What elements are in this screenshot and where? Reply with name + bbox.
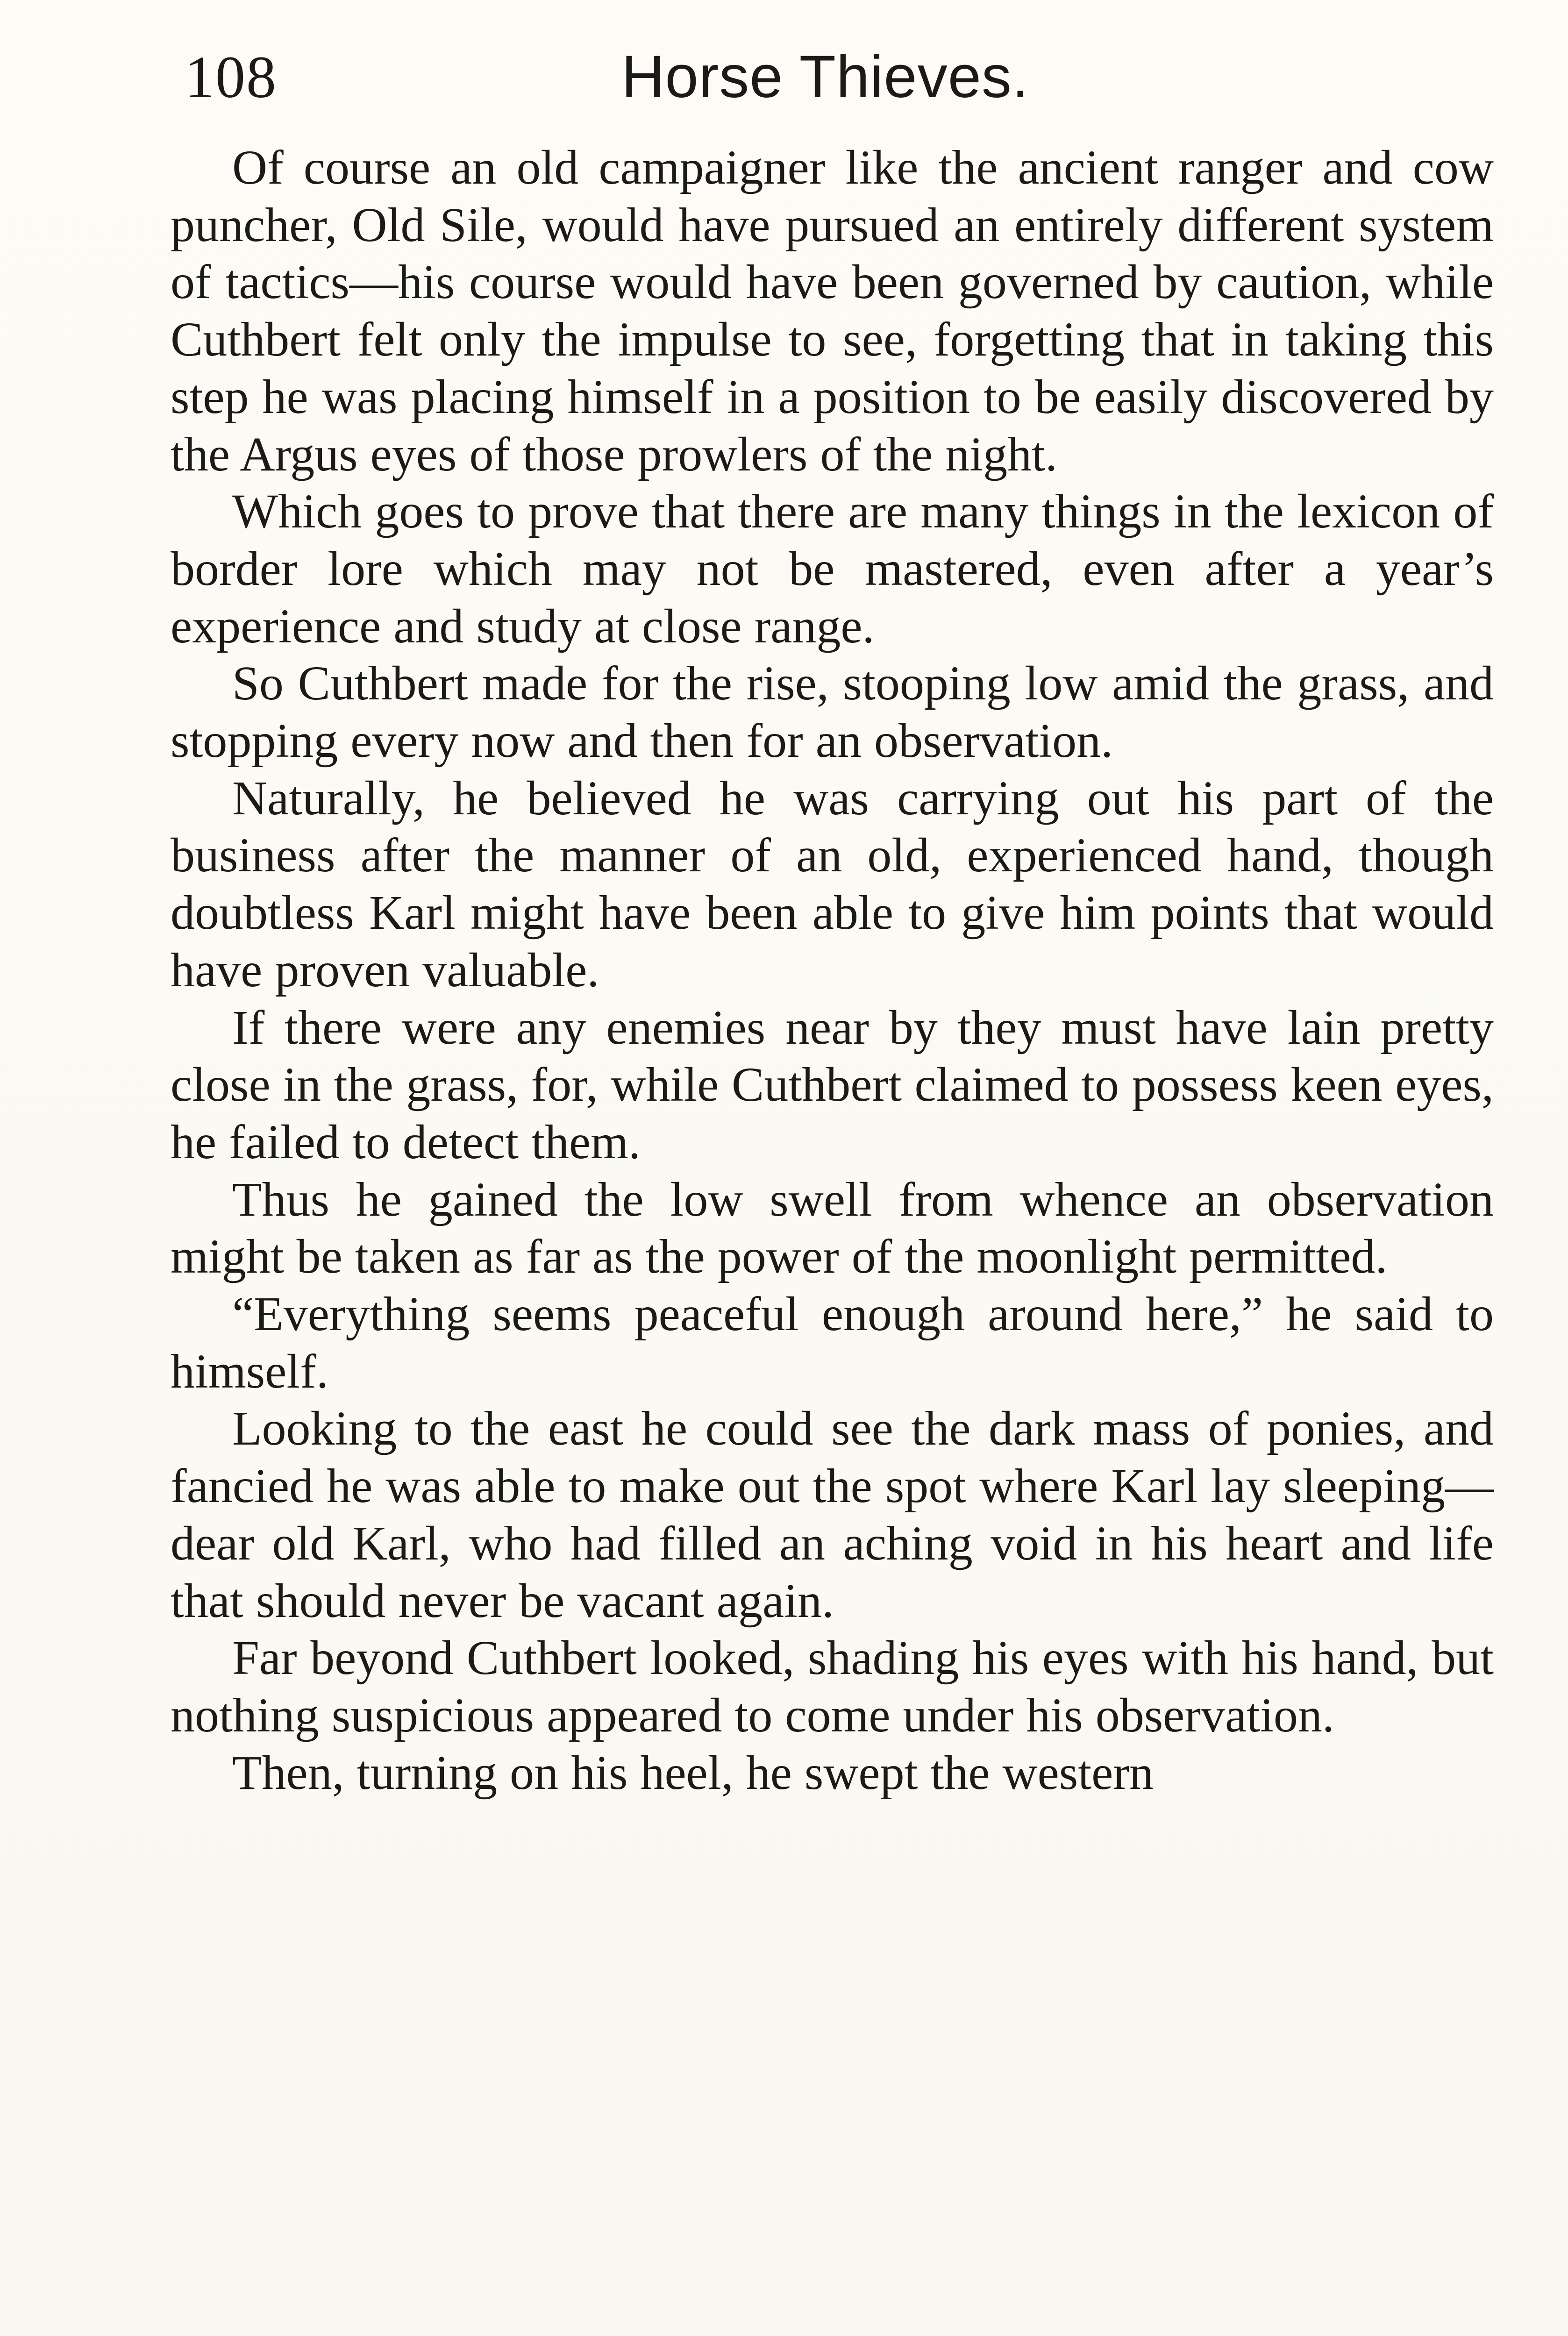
- page-header: [185, 33, 1493, 112]
- body-text: [171, 139, 1494, 1802]
- paragraph: Which goes to prove that there are many things in the lexicon of border lore which may not be mastered, even after a year’s experience and study at close range.: [171, 484, 1494, 653]
- paragraph: Thus he gained the low swell from whence an observation might be taken as far as the power of the moonlight permitted.: [171, 1172, 1494, 1284]
- running-title: Horse Thieves.: [621, 43, 1029, 110]
- paragraph: Then, turning on his heel, he swept the western: [232, 1745, 1154, 1800]
- paragraph: So Cuthbert made for the rise, stooping low amid the grass, and stopping every now and then for an observation.: [171, 656, 1494, 768]
- paragraph: “Everything seems peaceful enough around here,” he said to himself.: [171, 1287, 1494, 1398]
- paragraph: Of course an old campaigner like the ancient ranger and cow puncher, Old Sile, would have pursued an entirely different system of tactics—his course would have been governed by caution, while Cuthbert felt only the impulse to see, forgetting that in taking this step he was placing himself in a position to be easily discovered by the Argus eyes of those prowlers of the night.: [171, 141, 1494, 481]
- paragraph: If there were any enemies near by they must have lain pretty close in the grass, for, while Cuthbert claimed to possess keen eyes, he failed to detect them.: [171, 1000, 1494, 1169]
- paragraph: Far beyond Cuthbert looked, shading his eyes with his hand, but nothing suspicious appeared to come under his observation.: [171, 1631, 1494, 1742]
- paragraph: Looking to the east he could see the dark mass of ponies, and fancied he was able to make out the spot where Karl lay sleeping—dear old Karl, who had filled an aching void in his heart and life that should never be vacant again.: [171, 1402, 1494, 1628]
- paragraph: Naturally, he believed he was carrying out his part of the business after the manner of an old, experienced hand, though doubtless Karl might have been able to give him points that would have proven valuable.: [171, 771, 1494, 997]
- page-number: 108: [185, 44, 277, 110]
